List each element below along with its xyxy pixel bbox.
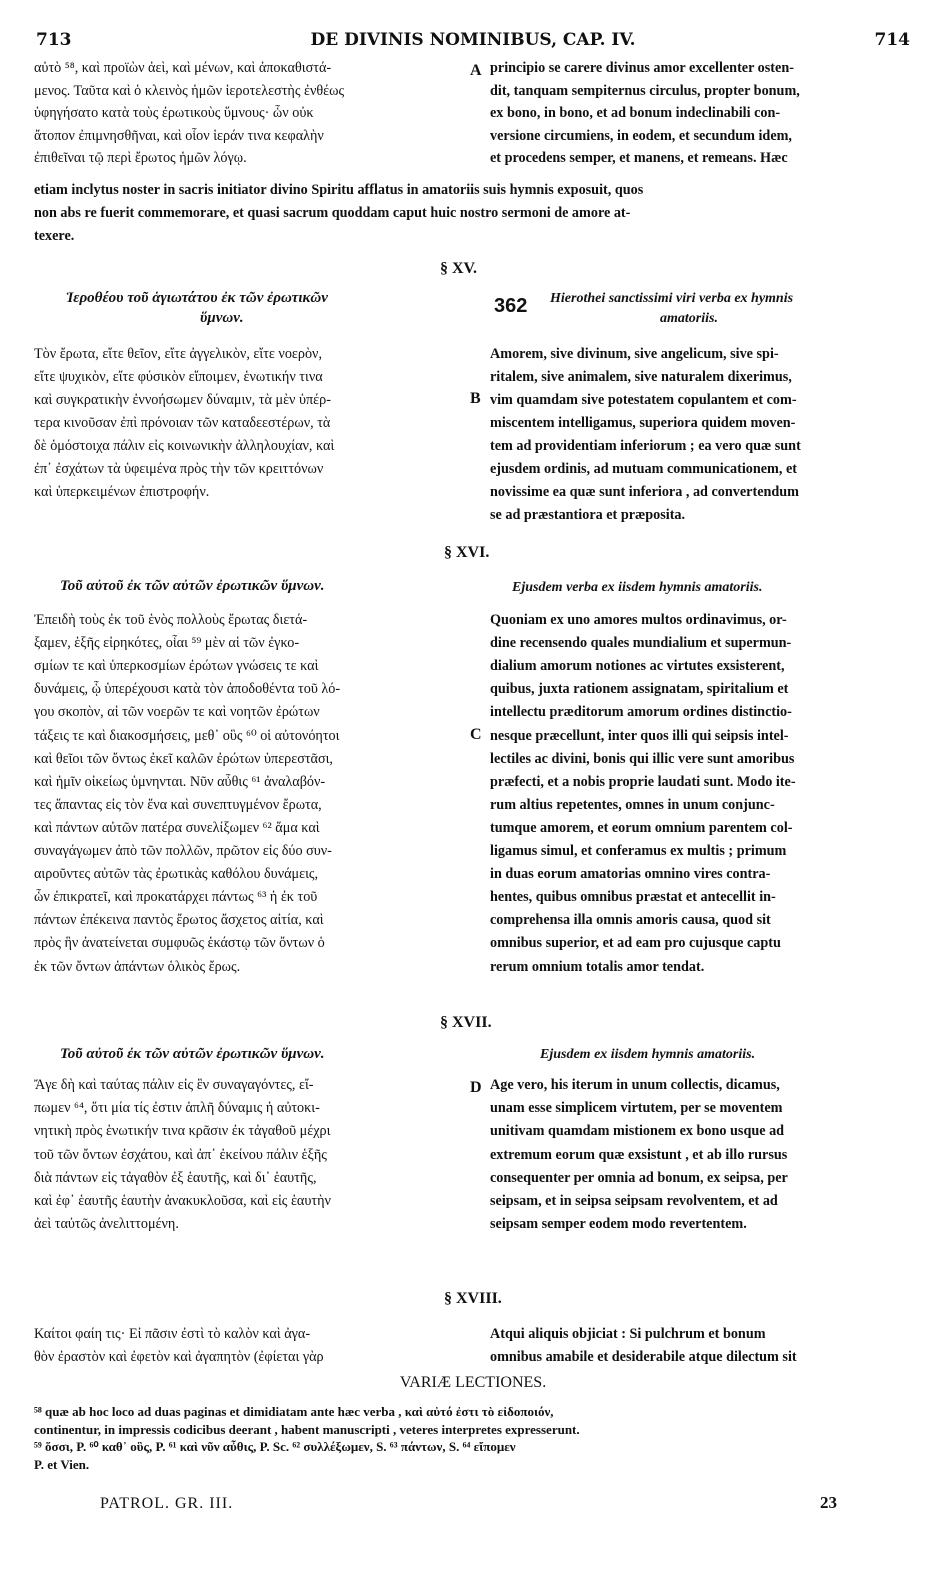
greek-line: ὧν ἐπικρατεῖ, καὶ προκατάρχει πάντως ⁶³ ἡ ἐκ τοῦ [34,889,318,906]
running-head [36,30,910,54]
greek-line: διὰ πάντων εἰς τἀγαθὸν ἐξ ἑαυτῆς, καὶ δι᾽ ἑαυτῆς, [34,1169,317,1186]
latin-line: Atqui aliquis objiciat : Si pulchrum et bonum [490,1326,766,1342]
latin-line: ex bono, in bono, et ad bonum indeclinabili con- [490,105,781,122]
latin-line: seipsam, et in seipsa seipsam revolventem, et ad [490,1193,778,1209]
greek-heading: Τοῦ αὐτοῦ ἐκ τῶν αὐτῶν ἐρωτικῶν ὕμνων. [60,1046,325,1062]
latin-line: tem ad providentiam inferiorum ; ea vero quæ sunt [490,438,801,454]
greek-line: πρὸς ἣν ἀνατείνεται συμφυῶς ἑκάστῳ τῶν ὄντων ὁ [34,935,325,952]
greek-line: γου σκοπὸν, αἱ τῶν νοερῶν τε καὶ νοητῶν ἐρώτων [34,704,320,721]
latin-line: intellectu præditorum amorum ordines distinctio- [490,704,792,721]
greek-line: τάξεις τε καὶ διακοσμήσεις, μεθ᾽ οὓς ⁶⁰ οἱ αὐτονόητοι [34,727,340,744]
greek-line: αὐτὸ ⁵⁸, καὶ προϊὼν ἀεὶ, καὶ μένων, καὶ ἀποκαθιστά- [34,60,332,76]
greek-line: ἐπ᾽ ἐσχάτων τὰ ὑφειμένα πρὸς τὴν τῶν κρειττόνων [34,461,324,477]
latin-line: novissime ea quæ sunt inferiora , ad convertendum [490,484,799,500]
latin-heading: Hierothei sanctissimi viri verba ex hymnis [550,291,794,306]
latin-line: non abs re fuerit commemorare, et quasi sacrum quoddam caput huic nostro sermoni de amore at- [34,205,631,221]
greek-line: καὶ πάντων αὐτῶν πατέρα συνελίξωμεν ⁶² ἅμα καὶ [34,819,320,836]
greek-line: τοῦ τῶν ὄντων ἐσχάτου, καὶ ἀπ᾽ ἐκείνου πάλιν ἑξῆς [34,1146,327,1163]
greek-line: καὶ ἡμῖν οἰκείως ὑμνηνται. Νῦν αὖθις ⁶¹ ἀναλαβόν- [34,773,326,790]
greek-line: τες ἅπαντας εἰς τὸν ἕνα καὶ συνεπτυγμένον ἔρωτα, [34,796,322,813]
page-number-right: 714 [874,30,910,50]
greek-line: πάντων ἐπέκεινα παντὸς ἔρωτος ἄσχετος αἰτία, καὶ [34,912,324,929]
greek-heading: Τοῦ αὐτοῦ ἐκ τῶν αὐτῶν ἐρωτικῶν ὕμνων. [60,578,325,594]
latin-line: Amorem, sive divinum, sive angelicum, sive spi- [490,346,779,362]
greek-line: δυνάμεις, ᾧ ὑπερέχουσι κατὰ τὸν ἀποδοθέντα τοῦ λό- [34,681,341,698]
latin-line: vim quamdam sive potestatem copulantem et com- [490,392,797,408]
greek-line: καὶ ὑπερκειμένων ἐπιστροφήν. [34,484,210,500]
latin-line: hentes, quibus omnibus præstat et antecellit in- [490,889,776,906]
latin-line: consequenter per omnia ad bonum, ex seipsa, per [490,1169,788,1186]
greek-line: ἀεὶ ταὐτῶς ἀνελιττομένη. [34,1216,179,1233]
greek-line: Ἐπειδὴ τοὺς ἐκ τοῦ ἑνὸς πολλοὺς ἔρωτας διετά- [34,612,308,628]
greek-line: νητικὴ πρὸς ἑνωτικήν τινα κρᾶσιν ἐκ τἀγαθοῦ μέχρι [34,1123,331,1140]
latin-line: unitivam quamdam mistionem ex bono usque ad [490,1123,785,1140]
variant-note: continentur, in impressis codicibus deerant , habent manuscripti , veteres interpretes expresserunt. [34,1421,580,1437]
latin-line: omnibus superior, et ad eam pro cujusque captu [490,935,781,952]
latin-line: rerum omnium totalis amor tendat. [490,958,705,975]
margin-letter-a: A [470,62,482,79]
latin-line: ligamus simul, et conferamus ex multis ; primum [490,843,787,859]
greek-line: καὶ συγκρατικὴν ἐννοήσωμεν δύναμιν, τὰ μὲν ὑπέρ- [34,392,331,408]
greek-line: καὶ θεῖοι τῶν ὄντως ἐκεῖ καλῶν ἐρώτων ὑπερεστᾶσι, [34,750,333,767]
latin-line: tumque amorem, et eorum omnium parentem col- [490,819,793,836]
latin-line: rum altius repetentes, omnes in unum conjunc- [490,796,775,813]
section-number: § XVI. [444,544,490,561]
latin-line: ejusdem ordinis, ad mutuam communicationem, et [490,461,797,477]
latin-line: in duas eorum amatorias omnino vires contra- [490,866,771,883]
margin-letter-d: D [470,1079,482,1096]
greek-line: ἐπιθεῖναι τῷ περὶ ἔρωτος ἡμῶν λόγῳ. [34,150,247,167]
greek-line: πωμεν ⁶⁴, ὅτι μία τίς ἐστιν ἁπλῆ δύναμις ἡ αὐτοκι- [34,1100,320,1117]
greek-line: τερα κινοῦσαν ἐπὶ πρόνοιαν τῶν καταδεεστέρων, τὰ [34,415,331,431]
greek-line: σμίων τε καὶ ὑπερκοσμίων ἐρώτων γνώσεις τε καὶ [34,658,319,675]
greek-line: μενος. Ταῦτα καὶ ὁ κλεινὸς ἡμῶν ἱεροτελεστὴς ἐνθέως [34,82,345,99]
latin-line: quibus, juxta rationem assignatam, spiritalium et [490,681,789,698]
latin-line: unam esse simplicem virtutem, per se moventem [490,1100,783,1117]
greek-line: Καίτοι φαίη τις· Εἰ πᾶσιν ἐστὶ τὸ καλὸν καὶ ἀγα- [34,1326,311,1342]
latin-line: dialium amorum notiones ac virtutes exsisterent, [490,658,785,675]
latin-line: seipsam semper eodem modo revertentem. [490,1216,747,1233]
latin-line: versione circumiens, in eodem, et secundum idem, [490,127,792,144]
latin-line: extremum eorum quæ exsistunt , et ab illo rursus [490,1146,788,1163]
footer-signature: 23 [820,1493,837,1512]
latin-line: præfecti, et a nobis proprie laudati sunt. Modo ite- [490,773,796,790]
margin-letter-c: C [470,726,482,743]
latin-line: lectiles ac divini, bonis qui illic vere sunt amoribus [490,750,795,767]
greek-line: καὶ ἐφ᾽ ἑαυτῆς ἑαυτὴν ἀνακυκλοῦσα, καὶ εἰς ἑαυτὴν [34,1193,331,1209]
latin-line: miscentem intelligamus, superiora quidem moven- [490,415,796,431]
latin-line: et procedens semper, et manens, et remeans. Hæc [490,150,788,167]
greek-line: εἴτε ψυχικὸν, εἴτε φύσικὸν εἴποιμεν, ἑνωτικήν τινα [34,369,323,385]
greek-heading: ὕμνων. [200,310,244,326]
latin-line: ritalem, sive animalem, sive naturalem dixerimus, [490,369,792,385]
greek-line: Ἄγε δὴ καὶ ταύτας πάλιν εἰς ἓν συναγαγόντες, εἴ- [34,1077,314,1093]
latin-heading: Ejusdem ex iisdem hymnis amatoriis. [540,1047,756,1062]
latin-line: Age vero, his iterum in unum collectis, dicamus, [490,1077,780,1093]
greek-heading: Ἱεροθέου τοῦ ἁγιωτάτου ἐκ τῶν ἐρωτικῶν [66,290,328,306]
latin-line: etiam inclytus noster in sacris initiator divino Spiritu afflatus in amatoriis suis hymnis exposuit, quos [34,182,644,198]
footer-series: PATROL. GR. III. [100,1495,234,1512]
latin-line: dine recensendo quales mundialium et supermun- [490,635,792,652]
greek-line: δὲ ὁμόστοιχα πάλιν εἰς κοινωνικὴν ἀλληλουχίαν, καὶ [34,438,335,454]
greek-line: ὑφηγήσατο κατὰ τοὺς ἐρωτικοὺς ὕμνους· ὧν οὐκ [34,105,314,122]
greek-line: Τὸν ἔρωτα, εἴτε θεῖον, εἴτε ἀγγελικὸν, εἴτε νοερὸν, [34,346,323,362]
greek-line: συναγάγωμεν ἀπὸ τῶν πολλῶν, πρῶτον εἰς δύο συν- [34,843,332,859]
latin-heading: amatoriis. [660,311,718,326]
column-number: 362 [494,295,528,317]
latin-line: dit, tanquam sempiternus circulus, propter bonum, [490,82,800,99]
latin-line: se ad præstantiora et præposita. [490,507,686,523]
variant-note: P. et Vien. [34,1456,90,1472]
page-number-left: 713 [36,30,72,50]
running-title: DE DIVINIS NOMINIBUS, CAP. IV. [310,30,636,50]
greek-line: αιροῦντες αὐτῶν τὰς ἐρωτικὰς καθόλου δυνάμεις, [34,866,319,883]
latin-line: principio se carere divinus amor excellenter osten- [490,60,794,76]
section-number: § XVIII. [444,1290,502,1307]
variant-note: ⁵⁸ quæ ab hoc loco ad duas paginas et dimidiatam ante hæc verba , καὶ αὐτό ἐστι τὸ εἰδοποιόν, [34,1404,554,1419]
latin-line: comprehensa illa omnis amoris causa, quod sit [490,912,771,929]
latin-line: omnibus amabile et desiderabile atque dilectum sit [490,1349,797,1365]
greek-line: ἄτοπον ἐπιμνησθῆναι, καὶ οἷον ἱεράν τινα κεφαλὴν [34,127,324,144]
latin-line: Quoniam ex uno amores multos ordinavimus, or- [490,612,787,628]
greek-line: ἐκ τῶν ὄντων ἁπάντων ὁλικὸς ἔρως. [34,958,241,975]
section-number: § XVII. [440,1014,492,1031]
greek-line: θὸν ἐραστὸν καὶ ἐφετὸν καὶ ἀγαπητὸν (ἐφίεται γὰρ [34,1349,324,1365]
section-number: § XV. [440,260,478,277]
latin-line: nesque præcellunt, inter quos illi qui seipsis intel- [490,727,789,744]
latin-heading: Ejusdem verba ex iisdem hymnis amatoriis. [512,580,763,595]
variant-note: ⁵⁹ ὅσσι, P. ⁶⁰ καθ᾽ οὓς, P. ⁶¹ καὶ νῦν αὖθις, P. Sc. ⁶² συλλέξωμεν, S. ⁶³ πάντων, S. ⁶⁴ εἴπομεν [34,1439,516,1454]
margin-letter-b: B [470,390,481,407]
variae-lectiones-title: VARIÆ LECTIONES. [399,1374,547,1391]
greek-line: ξαμεν, ἑξῆς εἰρηκότες, οἷαι ⁵⁹ μὲν αἱ τῶν ἐγκο- [34,635,300,652]
latin-line: texere. [34,228,75,244]
